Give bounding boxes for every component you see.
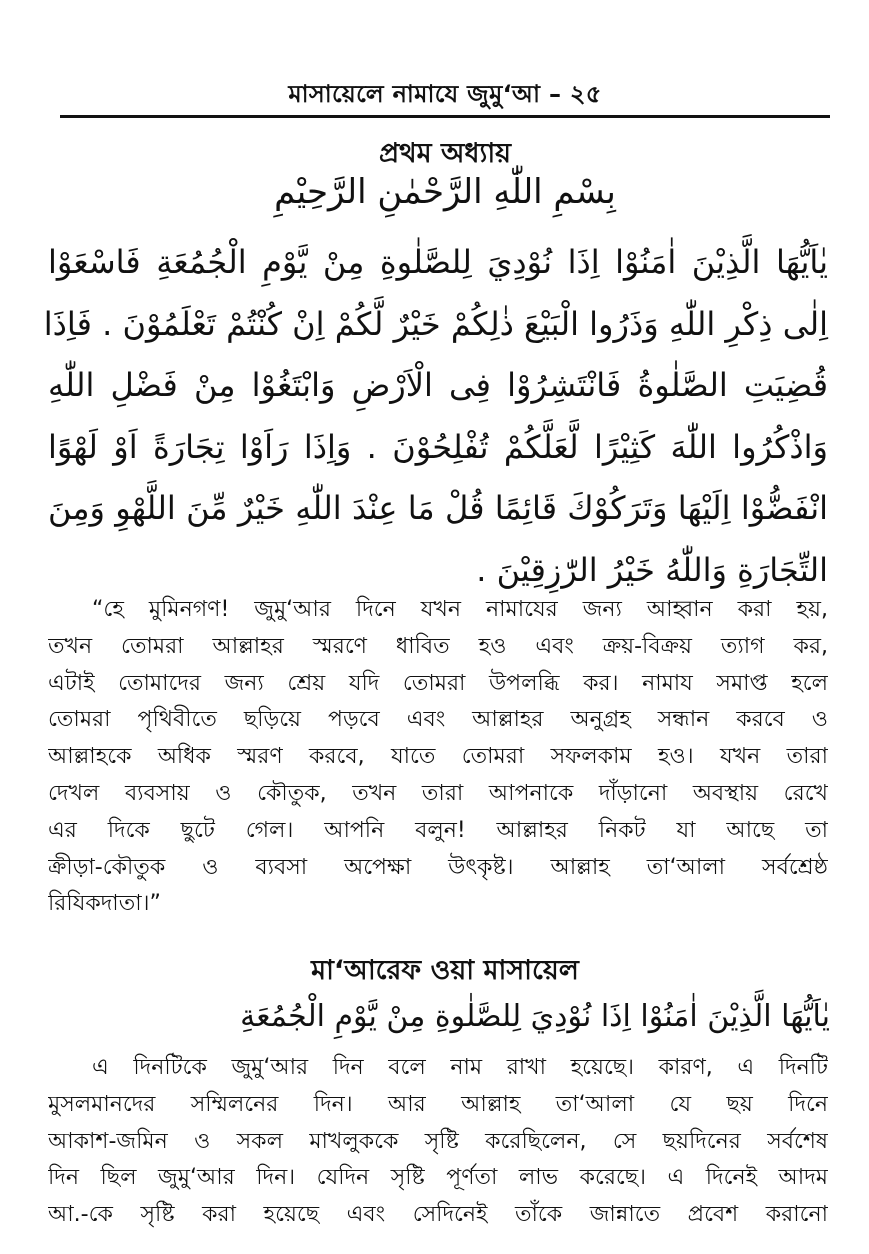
commentary-line: মুসলমানদের সম্মিলনের দিন। আর আল্লাহ তা‘আলা যে ছয় দিনে xyxy=(48,1091,828,1117)
commentary-line: এ দিনটিকে জুমু‘আর দিন বলে নাম রাখা হয়েছে। কারণ, এ দিনটি xyxy=(92,1055,828,1080)
translation-line: তখন তোমরা আল্লাহর স্মরণে ধাবিত হও এবং ক্রয়-বিক্রয় ত্যাগ কর, xyxy=(48,633,828,659)
section-heading: মা‘আরেফ ওয়া মাসায়েল xyxy=(311,955,579,986)
verse-line: يٰاَيُّهَا الَّذِيْنَ اٰمَنُوْا اِذَا نُوْدِيَ لِلصَّلٰوةِ مِنْ يَّوْمِ الْجُمُعَةِ فَاسْعَوْا xyxy=(48,243,828,281)
translation-line: “হে মুমিনগণ! জুমু‘আর দিনে যখন নামাযের জন্য আহ্বান করা হয়, xyxy=(92,597,828,622)
translation-line: তোমরা পৃথিবীতে ছড়িয়ে পড়বে এবং আল্লাহর অনুগ্রহ সন্ধান করবে ও xyxy=(48,707,828,733)
verse-line: التِّجَارَةِ وَاللّٰهُ خَيْرُ الرّٰزِقِيْنَ . xyxy=(476,550,828,589)
header-rule xyxy=(60,115,830,118)
verse-line: وَاذْكُرُوا اللّٰهَ كَثِيْرًا لَّعَلَّكُمْ تُفْلِحُوْنَ . وَاِذَا رَاَوْا تِجَارَةً اَوْ لَهْوًا xyxy=(48,427,828,466)
verse-quote: يٰاَيُّهَا الَّذِيْنَ اٰمَنُوْا اِذَا نُوْدِيَ لِلصَّلٰوةِ مِنْ يَّوْمِ الْجُمُعَةِ xyxy=(240,999,830,1034)
translation-line: রিযিকদাতা।” xyxy=(48,891,161,917)
basmala: بِسْمِ اللّٰهِ الرَّحْمٰنِ الرَّحِيْمِ xyxy=(274,172,616,212)
running-header: মাসায়েলে নামাযে জুমু‘আ – ২৫ xyxy=(288,80,602,108)
translation-line: আল্লাহকে অধিক স্মরণ করবে, যাতে তোমরা সফলকাম হও। যখন তারা xyxy=(48,744,828,770)
translation-line: দেখল ব্যবসায় ও কৌতুক, তখন তারা আপনাকে দাঁড়ানো অবস্থায় রেখে xyxy=(48,780,828,806)
commentary-line: আকাশ-জমিন ও সকল মাখলুককে সৃষ্টি করেছিলেন, সে ছয়দিনের সর্বশেষ xyxy=(48,1128,828,1154)
translation-paragraph xyxy=(48,592,828,923)
translation-line: ক্রীড়া-কৌতুক ও ব্যবসা অপেক্ষা উৎকৃষ্ট। আল্লাহ তা‘আলা সর্বশ্রেষ্ঠ xyxy=(48,854,828,880)
commentary-line: আ.-কে সৃষ্টি করা হয়েছে এবং সেদিনেই তাঁকে জান্নাতে প্রবেশ করানো xyxy=(48,1202,828,1228)
chapter-title: প্রথম অধ্যায় xyxy=(378,138,512,169)
verse-line: قُضِيَتِ الصَّلٰوةُ فَانْتَشِرُوْا فِى الْاَرْضِ وَابْتَغُوْا مِنْ فَضْلِ اللّٰهِ xyxy=(48,366,828,404)
commentary-paragraph xyxy=(48,1050,828,1234)
translation-line: এর দিকে ছুটে গেল। আপনি বলুন! আল্লাহর নিকট যা আছে তা xyxy=(48,817,828,843)
translation-line: এটাই তোমাদের জন্য শ্রেয় যদি তোমরা উপলব্ধি কর। নামায সমাপ্ত হলে xyxy=(48,670,828,696)
verse-line: اِلٰى ذِكْرِ اللّٰهِ وَذَرُوا الْبَيْعَ ذٰلِكُمْ خَيْرٌ لَّكُمْ اِنْ كُنْتُمْ تَعْلَمُوْنَ . فَاِذَا xyxy=(43,304,828,343)
quran-verse-block xyxy=(43,232,828,601)
commentary-line: দিন ছিল জুমু‘আর দিন। যেদিন সৃষ্টি পূর্ণতা লাভ করেছে। এ দিনেই আদম xyxy=(48,1165,828,1191)
verse-line: انْفَضُّوْا اِلَيْهَا وَتَرَكُوْكَ قَائِمًا قُلْ مَا عِنْدَ اللّٰهِ خَيْرٌ مِّنَ اللَّهْوِ وَمِنَ xyxy=(48,489,828,527)
